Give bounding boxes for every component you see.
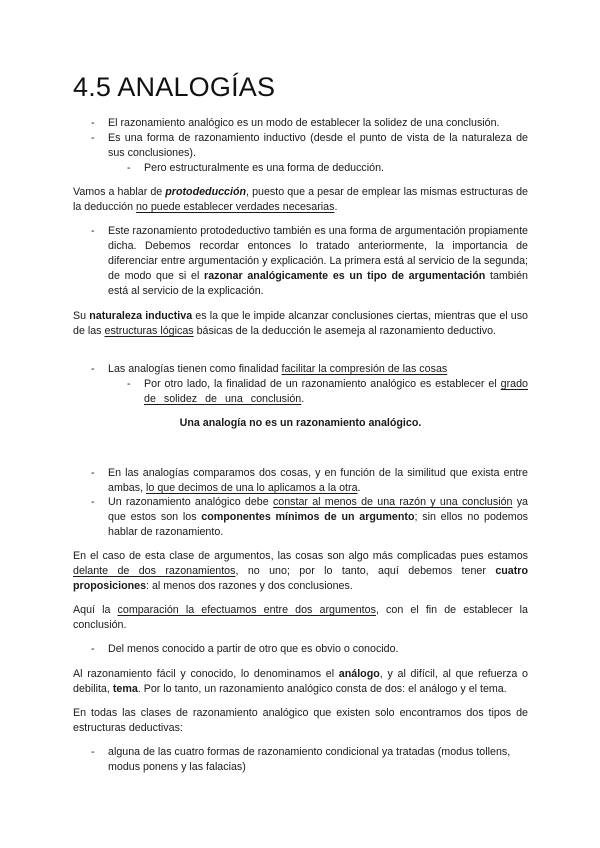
bullet-text: Este razonamiento protodeductivo también es una forma de argumentación propiamente dicha. Debemos recordar entonces lo tratado anteriormente, la importancia de diferenciar entre argumentación y explicación. La primera está al servicio de la segunda; de modo que si el (108, 225, 528, 282)
bullet-text: . (301, 393, 305, 405)
bullet-dash: - (91, 117, 95, 129)
bullet-item: Del menos conocido a partir de otro que es obvio o conocido. (108, 643, 399, 655)
bullet-item (108, 224, 528, 299)
paragraph-text: . (334, 201, 338, 213)
emphasis-text: protodeducción (165, 186, 247, 198)
underlined-text: grado de solidez de una conclusión (144, 378, 528, 405)
bullet-text: también está al servicio de la explicación. (108, 270, 528, 297)
paragraph-text: Su (73, 310, 90, 322)
bullet-dash: - (91, 363, 95, 375)
paragraph-text: , y al difícil, al que refuerza o debilita, (73, 668, 528, 695)
paragraph-text: . Por lo tanto, un razonamiento analógico consta de dos: el análogo y el tema. (137, 683, 507, 695)
underlined-text: delante de dos razonamientos (73, 565, 236, 577)
bullet-dash: - (91, 132, 95, 144)
paragraph-text: , no uno; por lo tanto, aquí debemos tener (235, 565, 496, 577)
bullet-item (108, 466, 528, 496)
bullet-item: Es una forma de razonamiento inductivo (desde el punto de vista de la naturaleza de sus conclusiones). (108, 132, 528, 159)
paragraph-text: básicas de la deducción le asemeja al razonamiento deductivo. (193, 325, 497, 337)
paragraph-text: Vamos a hablar de (73, 186, 166, 198)
bullet-dash: - (91, 467, 95, 479)
bullet-item: alguna de las cuatro formas de razonamiento condicional ya tratadas (modus tollens, modus ponens y las falacias) (108, 746, 511, 773)
underlined-text: lo que decimos de una lo aplicamos a la otra (146, 482, 358, 494)
paragraph-text: , puesto que a pesar de emplear las mismas estructuras de la deducción (73, 186, 528, 213)
paragraph-text: es la que le impide alcanzar conclusiones ciertas, mientras que el uso de las (73, 310, 529, 337)
paragraph (73, 309, 528, 339)
centered-statement: Una analogía no es un razonamiento analógico. (179, 417, 422, 429)
bullet-dash: - (91, 496, 95, 508)
bullet-dash: - (91, 746, 95, 758)
underlined-text: facilitar la compresión de las cosas (281, 363, 448, 375)
bold-text: cuatro proposiciones (73, 565, 528, 592)
paragraph-text: Al razonamiento fácil y conocido, lo denominamos el (73, 668, 339, 680)
bullet-text: Las analogías tienen como finalidad (108, 363, 282, 375)
bullet-item (108, 495, 528, 540)
bullet-text: ; sin ellos no podemos hablar de razonamiento. (108, 511, 528, 538)
bullet-text: . (357, 482, 361, 494)
paragraph (73, 667, 528, 697)
bold-text: componentes mínimos de un argumento (201, 511, 415, 523)
bullet-text: ya que estos son los (108, 496, 529, 523)
bold-text: naturaleza inductiva (89, 310, 193, 322)
paragraph (73, 549, 528, 594)
bullet-dash: - (91, 643, 95, 655)
underlined-text: estructuras lógicas (104, 325, 194, 337)
bold-text: tema (112, 683, 138, 695)
paragraph-text: : al menos dos razones y dos conclusiones. (146, 580, 353, 592)
sub-bullet-item (144, 377, 528, 407)
underlined-text: no puede establecer verdades necesarias (135, 201, 335, 213)
underlined-text: constar al menos de una razón y una conclusión (272, 496, 513, 508)
bullet-item: El razonamiento analógico es un modo de establecer la solidez de una conclusión. (108, 117, 500, 129)
bullet-dash: - (91, 225, 95, 237)
bullet-text: Un razonamiento analógico debe (108, 496, 273, 508)
bold-text: razonar analógicamente es un tipo de argumentación (204, 270, 486, 282)
bold-text: análogo (338, 668, 380, 680)
paragraph-text: En el caso de esta clase de argumentos, las cosas son algo más complicadas pues estamos (73, 550, 528, 562)
sub-bullet-item: Pero estructuralmente es una forma de deducción. (144, 162, 385, 174)
paragraph (73, 185, 528, 215)
page-title: 4.5 ANALOGÍAS (73, 72, 276, 102)
sub-bullet-dash: - (127, 378, 131, 390)
paragraph-text: Aquí la (73, 604, 118, 616)
bullet-text: Por otro lado, la finalidad de un razonamiento analógico es establecer el (144, 378, 501, 390)
bullet-item (108, 362, 528, 377)
paragraph: En todas las clases de razonamiento analógico que existen solo encontramos dos tipos de estructuras deductivas: (73, 707, 528, 734)
underlined-text: comparación la efectuamos entre dos argumentos (117, 604, 376, 616)
paragraph-text: , con el fin de establecer la conclusión. (73, 604, 528, 631)
bullet-text: En las analogías comparamos dos cosas, y en función de la similitud que exista entre ambas, (108, 467, 528, 494)
paragraph (73, 603, 528, 633)
sub-bullet-dash: - (127, 162, 131, 174)
